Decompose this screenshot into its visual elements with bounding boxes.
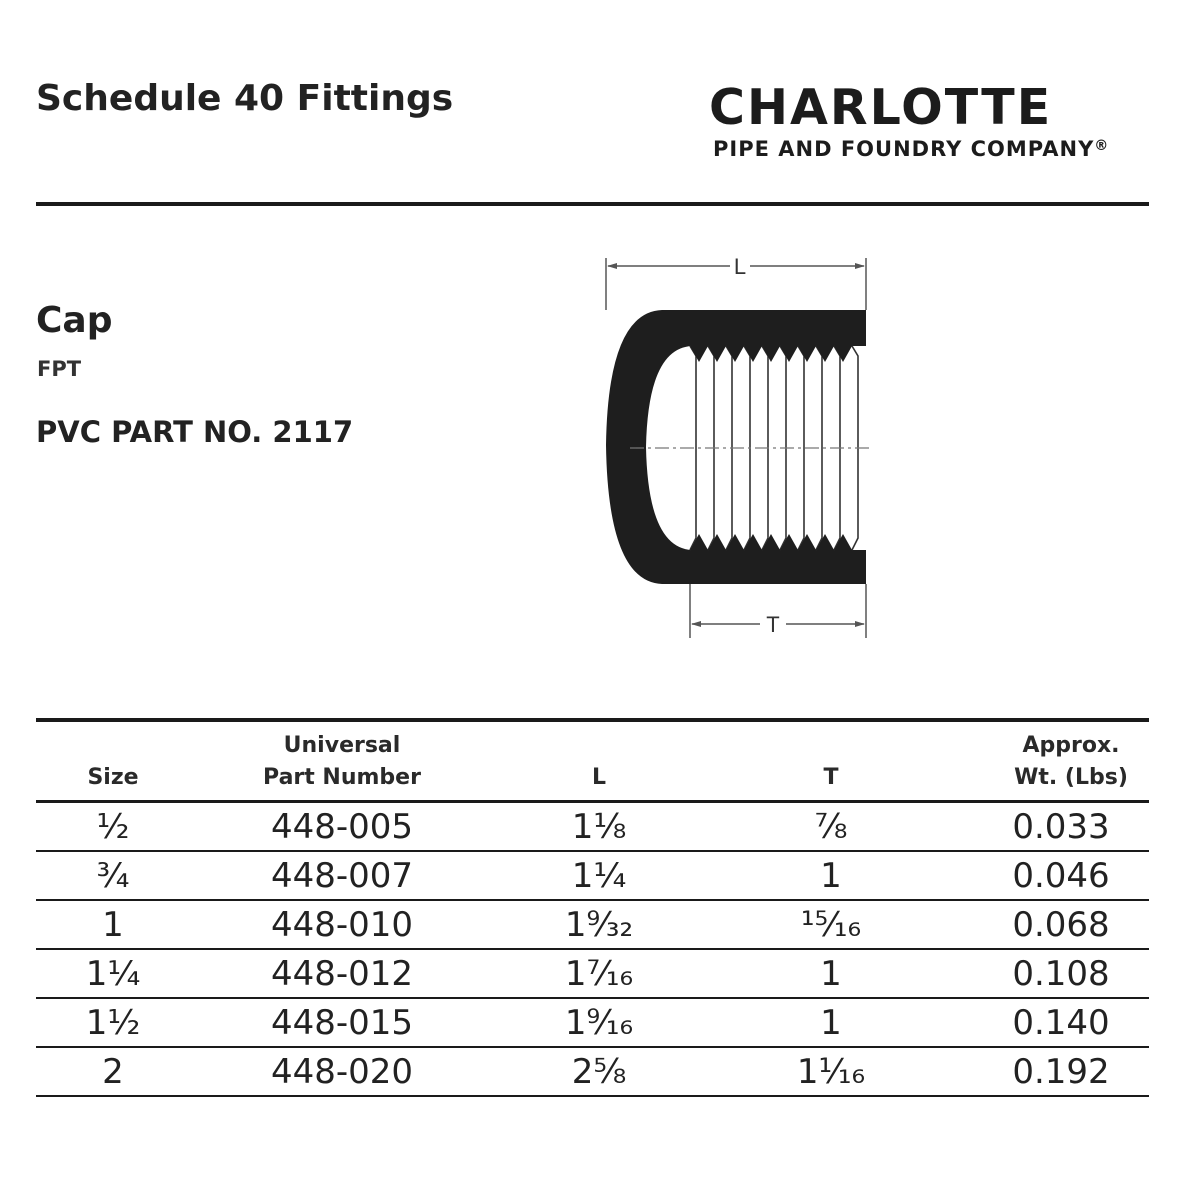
- cell-l: 1⁹⁄₃₂: [564, 905, 634, 945]
- header-part-line2: Part Number: [263, 765, 421, 790]
- cell-l: 1⅛: [571, 807, 627, 847]
- header-divider: [36, 202, 1149, 206]
- cell-size: 2: [102, 1052, 124, 1092]
- header-t: T: [823, 765, 839, 790]
- table-row: [36, 950, 1149, 999]
- cell-part-number: 448-007: [270, 856, 414, 896]
- cell-part-number: 448-005: [270, 807, 414, 847]
- part-number: PVC PART NO. 2117: [36, 415, 354, 449]
- cell-part-number: 448-012: [270, 954, 414, 994]
- cell-size: 1: [102, 905, 124, 945]
- cell-weight: 0.140: [1012, 1003, 1110, 1043]
- cell-l: 2⅝: [571, 1052, 627, 1092]
- registered-mark: ®: [1094, 138, 1110, 154]
- header-weight-line2: Wt. (Lbs): [1014, 765, 1128, 790]
- header-weight: [996, 730, 1146, 794]
- dimension-t: [690, 584, 866, 638]
- cell-size: 1½: [85, 1003, 141, 1043]
- header-part-number: [240, 730, 444, 794]
- cell-weight: 0.068: [1012, 905, 1110, 945]
- cell-l: 1⁷⁄₁₆: [564, 954, 634, 994]
- cell-t: ⅞: [814, 807, 848, 847]
- table-row: [36, 901, 1149, 950]
- product-type: FPT: [37, 357, 82, 381]
- logo-subtitle: [713, 134, 1159, 161]
- header-part-line1: Universal: [283, 733, 401, 758]
- logo-subtitle-text: PIPE AND FOUNDRY COMPANY: [713, 137, 1095, 161]
- product-name: Cap: [36, 300, 113, 341]
- cell-t: 1: [820, 856, 842, 896]
- cell-t: 1¹⁄₁₆: [796, 1052, 866, 1092]
- cell-part-number: 448-015: [270, 1003, 414, 1043]
- header-size: Size: [87, 765, 139, 790]
- cell-weight: 0.033: [1012, 807, 1110, 847]
- table-row: [36, 1048, 1149, 1097]
- table-row: [36, 999, 1149, 1048]
- cell-weight: 0.046: [1012, 856, 1110, 896]
- cell-part-number: 448-020: [270, 1052, 414, 1092]
- logo-name: CHARLOTTE: [709, 79, 1053, 136]
- cell-l: 1⁹⁄₁₆: [564, 1003, 634, 1043]
- cell-size: 1¼: [85, 954, 141, 994]
- specifications-table: [36, 722, 1149, 1097]
- dimension-t-label: T: [766, 612, 780, 637]
- company-logo: [709, 79, 1159, 161]
- cell-weight: 0.192: [1012, 1052, 1110, 1092]
- page-title: Schedule 40 Fittings: [36, 78, 454, 119]
- cap-diagram: [590, 250, 880, 650]
- cell-t: 1: [820, 1003, 842, 1043]
- dimension-l: [606, 254, 866, 310]
- cell-t: ¹⁵⁄₁₆: [800, 905, 862, 945]
- table-row: [36, 803, 1149, 852]
- dimension-l-label: L: [733, 254, 747, 279]
- cell-size: ½: [96, 807, 130, 847]
- header-l: L: [591, 765, 607, 790]
- cell-part-number: 448-010: [270, 905, 414, 945]
- header-weight-line1: Approx.: [1022, 733, 1120, 758]
- table-header: [36, 722, 1149, 803]
- table-row: [36, 852, 1149, 901]
- cell-weight: 0.108: [1012, 954, 1110, 994]
- cell-size: ¾: [96, 856, 130, 896]
- cell-l: 1¼: [571, 856, 627, 896]
- cell-t: 1: [820, 954, 842, 994]
